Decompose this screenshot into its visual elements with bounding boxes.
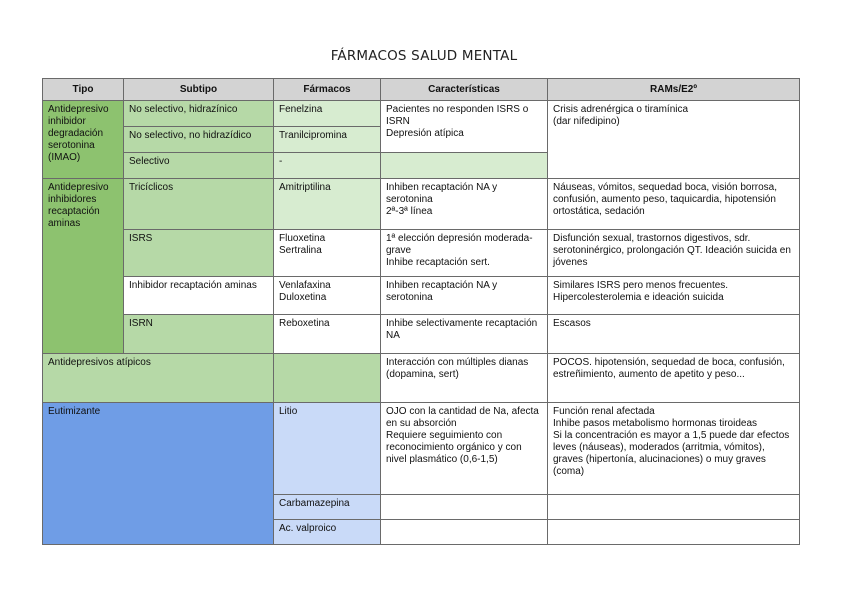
table-row <box>43 179 800 230</box>
table-row <box>43 354 800 403</box>
header-rams: RAMs/E2º <box>548 79 800 101</box>
caracteristicas-cell: 1ª elección depresión moderada-grave Inhibe recaptación sert. <box>381 230 548 277</box>
table-row <box>43 230 800 277</box>
rams-cell <box>548 495 800 520</box>
caracteristicas-cell: Pacientes no responden ISRS o ISRN Depresión atípica <box>381 101 548 153</box>
caracteristicas-cell: Inhiben recaptación NA y serotonina 2ª-3ª línea <box>381 179 548 230</box>
farmaco-cell: Litio <box>274 403 381 495</box>
subtipo-cell: Selectivo <box>124 153 274 179</box>
rams-cell: POCOS. hipotensión, sequedad de boca, confusión, estreñimiento, aumento de apetito y peso... <box>548 354 800 403</box>
subtipo-cell: No selectivo, no hidrazídico <box>124 127 274 153</box>
caracteristicas-cell: Inhibe selectivamente recaptación NA <box>381 315 548 354</box>
farmaco-cell: Ac. valproico <box>274 520 381 545</box>
farmaco-cell: - <box>274 153 381 179</box>
header-tipo: Tipo <box>43 79 124 101</box>
group-atipicos: Antidepresivos atípicos <box>43 354 274 403</box>
farmaco-cell: Amitriptilina <box>274 179 381 230</box>
caracteristicas-cell <box>381 495 548 520</box>
table-row <box>43 101 800 127</box>
rams-cell: Disfunción sexual, trastornos digestivos, sdr. serotoninérgico, prolongación QT. Ideación suicida en jóvenes <box>548 230 800 277</box>
table-row <box>43 403 800 495</box>
rams-cell: Escasos <box>548 315 800 354</box>
group-eutimizante: Eutimizante <box>43 403 274 545</box>
header-subtipo: Subtipo <box>124 79 274 101</box>
header-row <box>43 79 800 101</box>
table-row <box>43 315 800 354</box>
rams-cell: Crisis adrenérgica o tiramínica (dar nifedipino) <box>548 101 800 179</box>
subtipo-cell: No selectivo, hidrazínico <box>124 101 274 127</box>
farmaco-cell <box>274 354 381 403</box>
caracteristicas-cell: Interacción con múltiples dianas (dopamina, sert) <box>381 354 548 403</box>
caracteristicas-cell <box>381 520 548 545</box>
rams-cell: Función renal afectada Inhibe pasos metabolismo hormonas tiroideas Si la concentración es mayor a 1,5 puede dar efectos leves (náuseas), moderados (arritmia, vómitos), graves (hipertonía, alucinaciones) o muy graves (coma) <box>548 403 800 495</box>
group-imao: Antidepresivo inhibidor degradación serotonina (IMAO) <box>43 101 124 179</box>
farmaco-cell: Fenelzina <box>274 101 381 127</box>
farmaco-cell: Venlafaxina Duloxetina <box>274 277 381 315</box>
caracteristicas-cell <box>381 153 548 179</box>
header-farmacos: Fármacos <box>274 79 381 101</box>
rams-cell: Náuseas, vómitos, sequedad boca, visión borrosa, confusión, aumento peso, taquicardia, hipotensión ortostática, sedación <box>548 179 800 230</box>
farmaco-cell: Reboxetina <box>274 315 381 354</box>
caracteristicas-cell: OJO con la cantidad de Na, afecta en su absorción Requiere seguimiento con reconocimiento orgánico y con nivel plasmático (0,6-1,5) <box>381 403 548 495</box>
rams-cell <box>548 520 800 545</box>
drug-table <box>42 78 800 545</box>
header-caracteristicas: Características <box>381 79 548 101</box>
rams-cell: Similares ISRS pero menos frecuentes. Hipercolesterolemia e ideación suicida <box>548 277 800 315</box>
group-inhibidores: Antidepresivo inhibidores recaptación aminas <box>43 179 124 354</box>
page-title: FÁRMACOS SALUD MENTAL <box>330 48 518 64</box>
subtipo-cell: Tricíclicos <box>124 179 274 230</box>
subtipo-cell: Inhibidor recaptación aminas <box>124 277 274 315</box>
caracteristicas-cell: Inhiben recaptación NA y serotonina <box>381 277 548 315</box>
subtipo-cell: ISRS <box>124 230 274 277</box>
table-row <box>43 277 800 315</box>
farmaco-cell: Tranilcipromina <box>274 127 381 153</box>
farmaco-cell: Carbamazepina <box>274 495 381 520</box>
farmaco-cell: Fluoxetina Sertralina <box>274 230 381 277</box>
subtipo-cell: ISRN <box>124 315 274 354</box>
